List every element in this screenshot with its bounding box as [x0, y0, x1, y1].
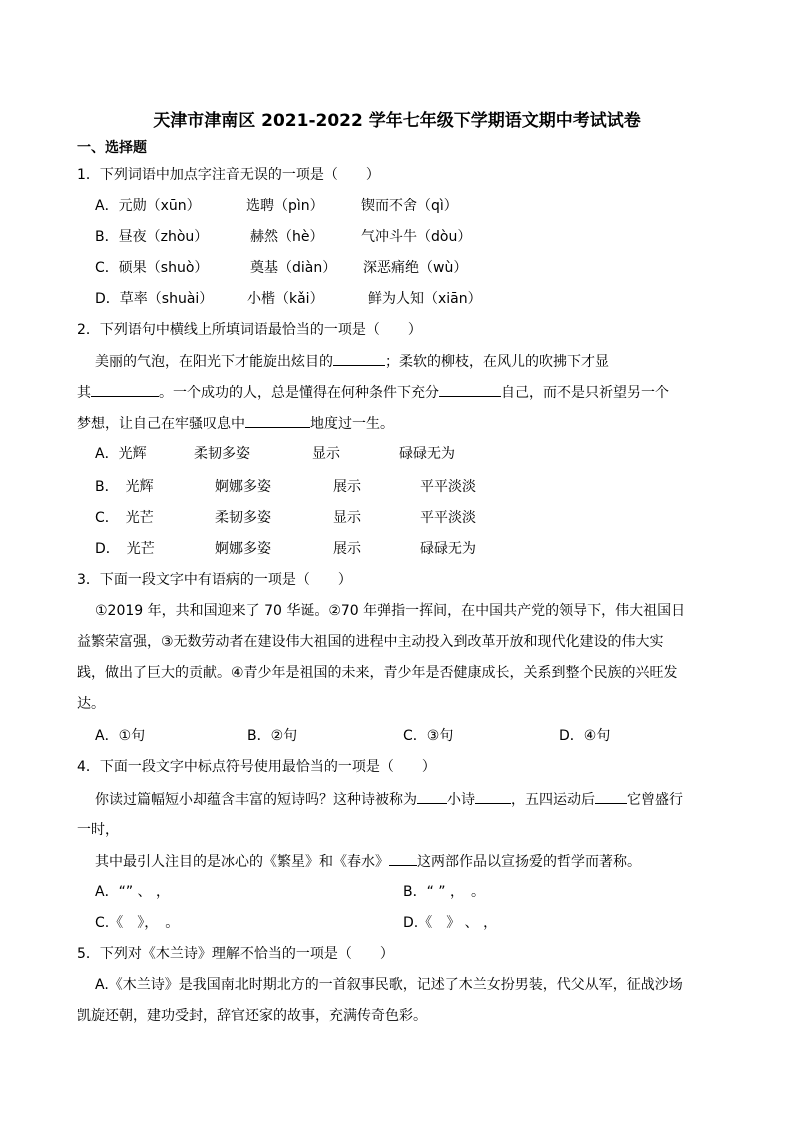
- q3-passage-line-1: ①2019 年，共和国迎来了 70 华诞。②70 年弹指一挥间，在中国共产党的领导下，伟大祖国日: [95, 603, 686, 619]
- q2-text: 自己，而不是只祈望另一个: [501, 385, 669, 401]
- q4-text: ，五四运动后: [511, 792, 595, 808]
- q1-option-a-3: 锲而不舍（qì）: [361, 198, 458, 214]
- q2-option-d-1: D． 光芒: [95, 541, 155, 557]
- fill-blank: [91, 382, 159, 397]
- fill-blank: [595, 789, 627, 804]
- q4-passage-line-1: [95, 789, 683, 810]
- q2-option-b-1: B． 光辉: [95, 479, 154, 495]
- q2-option-c-2: 柔韧多姿: [215, 510, 271, 526]
- q2-option-a-2: 柔韧多姿: [194, 446, 250, 462]
- question-5-stem: 5．下列对《木兰诗》理解不恰当的一项是（ ）: [77, 946, 394, 962]
- q2-text: 梦想，让自己在牢骚叹息中: [77, 416, 245, 432]
- q1-option-d-3: 鲜为人知（xiān）: [368, 291, 482, 307]
- question-4-stem: 4．下面一段文字中标点符号使用最恰当的一项是（ ）: [77, 759, 436, 775]
- q1-option-d-1: D．草率（shuài）: [95, 291, 214, 307]
- q2-option-c-4: 平平淡淡: [420, 510, 476, 526]
- q2-option-c-3: 显示: [333, 510, 361, 526]
- q2-option-d-3: 展示: [333, 541, 361, 557]
- q1-option-a-2: 选聘（pìn）: [246, 198, 324, 214]
- q4-text: 小诗: [447, 792, 475, 808]
- q2-text: 其: [77, 385, 91, 401]
- q1-option-c-1: C．硕果（shuò）: [95, 260, 209, 276]
- q2-option-d-2: 婀娜多姿: [215, 541, 271, 557]
- q4-option-d: D.《 》 、 ，: [403, 915, 498, 931]
- q3-option-d: D．④句: [559, 728, 611, 744]
- q1-option-a-1: A．元勋（xūn）: [95, 198, 201, 214]
- q5-option-a-line-1: A.《木兰诗》是我国南北时期北方的一首叙事民歌，记述了木兰女扮男装，代父从军，征战沙场: [95, 977, 683, 993]
- q4-text: 其中最引人注目的是冰心的《繁星》和《春水》: [95, 854, 389, 870]
- q2-option-c-1: C． 光芒: [95, 510, 154, 526]
- q2-text: 美丽的气泡，在阳光下才能旋出炫目的: [95, 354, 333, 370]
- q2-passage-line-2: [77, 382, 669, 403]
- q2-passage-line-1: [95, 351, 609, 372]
- fill-blank: [475, 789, 511, 804]
- q2-option-a-4: 碌碌无为: [399, 446, 455, 462]
- q4-option-b: B．“ ” ， 。: [403, 884, 486, 900]
- fill-blank: [417, 789, 447, 804]
- q5-option-a-line-2: 凯旋还朝，建功受封，辞官还家的故事，充满传奇色彩。: [77, 1008, 427, 1024]
- q3-passage-line-3: 践，做出了巨大的贡献。④青少年是祖国的未来，青少年是否健康成长，关系到整个民族的兴旺发: [77, 665, 678, 681]
- question-2-stem: 2．下列语句中横线上所填词语最恰当的一项是（ ）: [77, 322, 422, 338]
- q4-text: 这两部作品以宣扬爱的哲学而著称。: [417, 854, 641, 870]
- q4-text: 你读过篇幅短小却蕴含丰富的短诗吗？这种诗被称为: [95, 792, 417, 808]
- q2-option-b-4: 平平淡淡: [420, 479, 476, 495]
- q4-option-c: C.《 》， 。: [95, 915, 180, 931]
- q1-option-b-3: 气冲斗牛（dòu）: [361, 229, 472, 245]
- q4-passage-line-2: 一时，: [77, 822, 119, 838]
- q1-option-c-2: 奠基（diàn）: [250, 260, 337, 276]
- q3-passage-line-2: 益繁荣富强，③无数劳动者在建设伟大祖国的进程中主动投入到改革开放和现代化建设的伟大实: [77, 634, 664, 650]
- q1-option-d-2: 小楷（kǎi）: [247, 291, 324, 307]
- q3-option-b: B．②句: [247, 728, 298, 744]
- q2-option-a-3: 显示: [312, 446, 340, 462]
- q4-passage-line-3: [95, 851, 641, 872]
- q1-option-b-2: 赫然（hè）: [250, 229, 324, 245]
- fill-blank: [333, 351, 385, 366]
- q2-passage-line-3: [77, 413, 394, 434]
- q4-option-a: A．“” 、 ，: [95, 884, 170, 900]
- q3-option-c: C．③句: [403, 728, 454, 744]
- q3-option-a: A．①句: [95, 728, 146, 744]
- q2-text: 。一个成功的人，总是懂得在何种条件下充分: [159, 385, 439, 401]
- q2-option-b-2: 婀娜多姿: [215, 479, 271, 495]
- q2-text: 地度过一生。: [310, 416, 394, 432]
- question-1-stem: 1．下列词语中加点字注音无误的一项是（ ）: [77, 167, 380, 183]
- q4-text: 它曾盛行: [627, 792, 683, 808]
- q1-option-b-1: B．昼夜（zhòu）: [95, 229, 209, 245]
- page-title: 天津市津南区 2021-2022 学年七年级下学期语文期中考试试卷: [153, 111, 641, 131]
- q1-option-c-3: 深恶痛绝（wù）: [363, 260, 468, 276]
- fill-blank: [389, 851, 417, 866]
- q3-passage-line-4: 达。: [77, 696, 105, 712]
- q2-text: ；柔软的柳枝，在风儿的吹拂下才显: [385, 354, 609, 370]
- q2-option-d-4: 碌碌无为: [420, 541, 476, 557]
- fill-blank: [439, 382, 501, 397]
- section-heading: 一、选择题: [77, 140, 147, 156]
- q2-option-a-1: A．光辉: [95, 446, 147, 462]
- question-3-stem: 3．下面一段文字中有语病的一项是（ ）: [77, 572, 352, 588]
- q2-option-b-3: 展示: [333, 479, 361, 495]
- fill-blank: [245, 413, 310, 428]
